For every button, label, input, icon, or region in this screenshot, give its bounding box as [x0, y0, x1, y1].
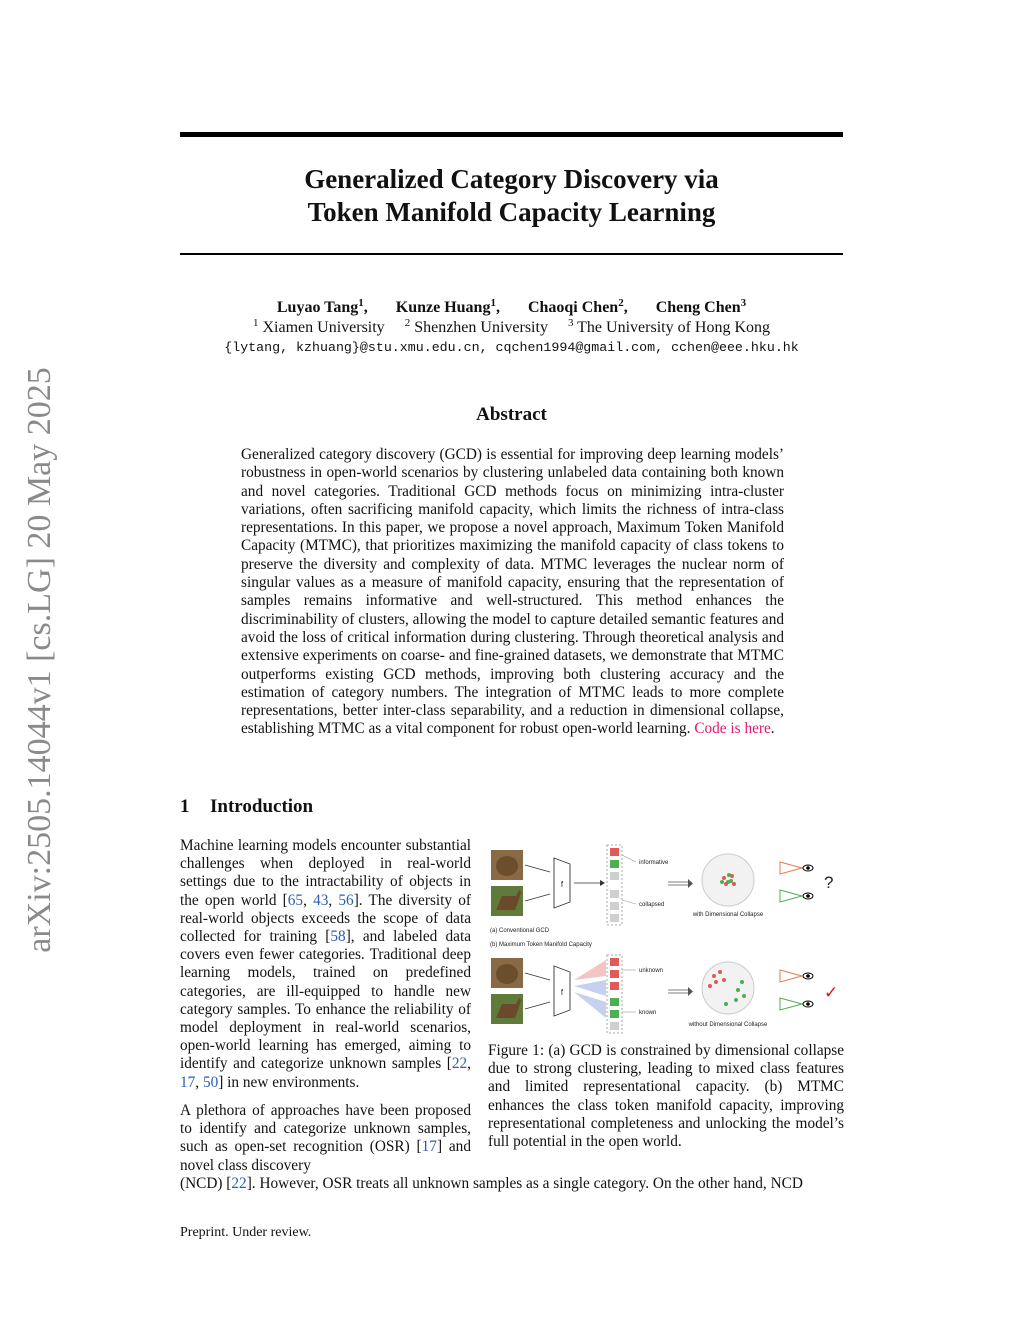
- citation-link[interactable]: 22: [231, 1175, 247, 1192]
- arrow: [525, 973, 550, 980]
- arxiv-stamp: arXiv:2505.14044v1 [cs.LG] 20 May 2025: [21, 367, 58, 953]
- intro-paragraph-2-continued: (NCD) [22]. However, OSR treats all unknown samples as a single category. On the other hand, NCD: [180, 1175, 803, 1192]
- citation-link[interactable]: 43: [313, 891, 329, 909]
- figure-1-caption: Figure 1: (a) GCD is constrained by dimensional collapse due to strong clustering, leading to mixed class features and limited representational capacity. (b) MTMC enhances the class token manifold capacity, improving representational completeness and unlocking the model’s full potential in the open world.: [488, 1042, 844, 1151]
- view-cone: [780, 970, 802, 982]
- affiliation: $^1$ Xiamen University: [252, 317, 385, 336]
- token: [610, 1022, 619, 1030]
- question-mark: ?: [824, 873, 834, 892]
- token: [610, 998, 619, 1006]
- abstract-heading: Abstract: [476, 404, 547, 425]
- token: [610, 848, 619, 856]
- abstract-text: Generalized category discovery (GCD) is essential for improving deep learning models’ robustness in open-world scenarios by clustering unlabeled data containing both known and novel categories. Traditional GCD methods focus on minimizing intra-cluster variations, often sacrificing manifold capacity, which limits the richness of intra-class representations. In this paper, we propose a novel approach, Maximum Token Manifold Capacity (MTMC), that prioritizes maximizing the manifold capacity of class tokens to preserve the diversity and complexity of data. MTMC leverages the nuclear norm of singular values as a measure of manifold capacity, ensuring that the representation of samples remains informative and well-structured. This method enhances the discriminability of clusters, allowing the model to capture detailed semantic features and avoid the loss of critical information during clustering. Through theoretical analysis and extensive experiments on coarse- and fine-grained datasets, we demonstrate that MTMC outperforms existing GCD methods, improving both clustering accuracy and the estimation of category numbers. The integration of MTMC leads to more complete representations, better inter-class separability, and a reduction in dimensional collapse, establishing MTMC as a vital component for robust open-world learning.: [241, 446, 784, 738]
- section-heading: [180, 796, 313, 818]
- view-cone: [780, 998, 802, 1010]
- author: Luyao Tang$^1$,: [276, 297, 368, 316]
- arrow-head: [688, 987, 693, 996]
- token: [610, 890, 619, 898]
- flow-band: [574, 960, 606, 980]
- token: [610, 914, 619, 922]
- author: Kunze Huang$^1$,: [395, 297, 500, 316]
- arrow: [525, 865, 550, 872]
- citation-link[interactable]: 56: [338, 891, 354, 909]
- footer-note: Preprint. Under review.: [180, 1225, 312, 1240]
- encoder-label: f: [560, 880, 564, 889]
- title-line-2: Token Manifold Capacity Learning: [307, 197, 716, 227]
- code-link[interactable]: Code is here: [694, 720, 771, 738]
- paper-title: [180, 163, 843, 229]
- token: [610, 860, 619, 868]
- author-emails: {lytang, kzhuang}@stu.xmu.edu.cn, cqchen1994@gmail.com, cchen@eee.hku.hk: [224, 340, 799, 355]
- citation-link[interactable]: 50: [202, 1073, 219, 1091]
- label-b: (b) Maximum Token Manifold Capacity: [490, 942, 592, 948]
- affiliation: $^2$ Shenzhen University: [404, 317, 548, 336]
- pointer-line: [622, 855, 636, 862]
- token: [610, 958, 619, 966]
- section-title: Introduction: [210, 796, 314, 817]
- collapsed-label: collapsed: [639, 902, 665, 908]
- token-column-top: [607, 845, 622, 925]
- feature-sphere-bottom: [702, 962, 754, 1014]
- intro-paragraph-1: Machine learning models encounter substantial challenges when deployed in real-world settings due to the intractability of objects in the open world [65, 43, 56]. The diversity of real-world objects exceeds the scope of data collected for training [58], and labeled data covers even fewer categories. Traditional deep learning models, trained on predefined categories, are ill-equipped to handle new category samples. To enhance the reliability of model deployment in real-world scenarios, open-world learning has emerged, aiming to identify and categorize unknown samples [22, 17, 50] in new environments.: [180, 837, 472, 1091]
- citation-link[interactable]: 22: [451, 1055, 468, 1073]
- bear-face-bottom: [496, 964, 518, 984]
- author-names: [180, 298, 843, 318]
- affiliation: $^3$ The University of Hong Kong: [567, 317, 771, 336]
- label-a: (a) Conventional GCD: [490, 928, 550, 934]
- author: Chaoqi Chen$^2$,: [527, 297, 628, 316]
- intro-paragraph-2: A plethora of approaches have been proposed to identify and categorize unknown samples, such as open-set recognition (OSR) [17] and novel class discovery: [180, 1102, 471, 1174]
- citation-link[interactable]: 17: [421, 1138, 437, 1156]
- title-top-rule: [180, 132, 843, 137]
- encoder-label: f: [560, 988, 564, 997]
- bear-face-top: [496, 856, 518, 876]
- informative-label: informative: [639, 860, 669, 866]
- affiliations: [180, 318, 843, 338]
- token: [610, 872, 619, 880]
- token: [610, 1010, 619, 1018]
- unknown-label: unknown: [639, 968, 664, 974]
- title-line-1: Generalized Category Discovery via: [304, 164, 719, 194]
- token-column-bottom: [607, 955, 622, 1033]
- figure-1: [488, 840, 844, 1035]
- title-bottom-rule: [180, 253, 843, 255]
- section-number: 1: [180, 796, 190, 817]
- abstract-body: Generalized category discovery (GCD) is essential for improving deep learning models’ robustness in open-world scenarios by clustering unlabeled data containing both known and novel categories. Traditional GCD methods focus on minimizing intra-cluster variations, often sacrificing manifold capacity, which limits the richness of intra-class representations. In this paper, we propose a novel approach, Maximum Token Manifold Capacity (MTMC), that prioritizes maximizing the manifold capacity of class tokens to preserve the diversity and complexity of data. MTMC leverages the nuclear norm of singular values as a measure of manifold capacity, ensuring that the representation of samples remains informative and well-structured. This method enhances the discriminability of clusters, allowing the model to capture detailed semantic features and avoid the loss of critical information during clustering. Through theoretical analysis and extensive experiments on coarse- and fine-grained datasets, we demonstrate that MTMC outperforms existing GCD methods, improving both clustering accuracy and the estimation of category numbers. The integration of MTMC leads to more complete representations, better inter-class separability, and a reduction in dimensional collapse, establishing MTMC as a vital component for robust open-world learning. Code is here.: [241, 446, 784, 738]
- citation-link[interactable]: 65: [287, 891, 304, 909]
- token: [610, 982, 619, 990]
- pointer-line: [622, 900, 636, 904]
- check-icon: ✓: [824, 983, 839, 1002]
- token: [610, 902, 619, 910]
- view-cone: [780, 890, 802, 902]
- arrow-head: [688, 879, 693, 888]
- arrow-head: [600, 880, 605, 886]
- view-cone: [780, 862, 802, 874]
- citation-link[interactable]: 17: [180, 1073, 196, 1091]
- flow-band: [574, 992, 606, 1018]
- arrow: [525, 1002, 550, 1009]
- known-label: known: [639, 1010, 657, 1016]
- author: Cheng Chen$^3$: [655, 297, 747, 316]
- without-collapse-label: without Dimensional Collapse: [688, 1022, 768, 1028]
- token: [610, 970, 619, 978]
- author-block: [180, 298, 843, 358]
- with-collapse-label: with Dimensional Collapse: [692, 912, 764, 918]
- arrow: [525, 894, 550, 901]
- citation-link[interactable]: 58: [330, 928, 346, 946]
